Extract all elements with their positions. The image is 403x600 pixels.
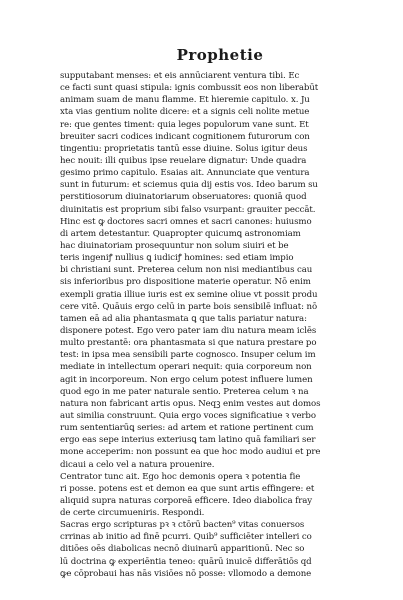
text-line: di artem detestantur. Quapropter quicumꝗ astronomiam [60, 228, 301, 239]
text-line: sis inferioribus pro dispositione materie operatur. Nō enim [60, 277, 311, 288]
text-line: natura non fabricant artis opus. Neqꝫ enim vestes aut domos [60, 398, 321, 409]
text-block [60, 70, 390, 580]
text-line: de certe circumueniris. Respondi. [60, 508, 205, 519]
text-line: ditiōes oēs diabolicas necnō diuinarū apparitionū. Nec so [60, 544, 305, 555]
text-line: supputabant menses: et eis annūciarent ventura tibi. Ec [60, 71, 300, 81]
text-line: Sacras ergo scripturas pꝛ ꝛ ctōrū bacten⁹ vitas conuersos [60, 520, 305, 531]
text-line: mone acceperim: non possunt ea que hoc modo audiui et pre [60, 447, 321, 458]
text-line: crrinas ab initio ad finē pcurri. Quib⁹ sufficiēter intelleri co [60, 532, 312, 543]
text-line: multo prestantē: ora phantasmata si que natura prestare po [60, 338, 317, 349]
text-line: dicaui a celo vel a natura prouenire. [60, 459, 215, 470]
text-line: sunt in futurum: et sciemus quia dij estis vos. Ideo barum su [60, 180, 318, 191]
text-line: exempli gratia illiue iuris est ex semine oliue vt possit produ [60, 289, 318, 300]
text-line: test: in ipsa mea sensibili parte cognosco. Insuper celum im [60, 350, 316, 361]
text-line: breuiter sacri codices indicant cognitionem futurorum con [60, 131, 310, 142]
text-line: quod ego in me pater naturale sentio. Preterea celum ꝛ na [60, 386, 309, 397]
text-line: ri posse. potens est et demon ea que sunt artis effingere: et [60, 483, 315, 494]
text-line: disponere potest. Ego vero pater iam diu natura meam iclēs [60, 325, 317, 336]
text-line: lū doctrina ꝙ experiēntia teneo: quārū inuicē differātiōs qd [60, 556, 312, 567]
text-line: ce facti sunt quasi stipula: ignis combussit eos non liberabūt [60, 83, 319, 94]
text-line: rum sententiarūꝗ series: ad artem et ratione pertinent cum [60, 423, 314, 434]
text-line: re: que gentes timent: quia leges populorum vane sunt. Et [60, 119, 309, 130]
text-line: cere vitē. Quāuis ergo celū in parte bois sensibilē influat: nō [60, 301, 318, 312]
text-line: Hinc est ꝙ doctores sacri omnes et sacri canones: huiusmo [60, 216, 312, 227]
text-line: Centrator tunc ait. Ego hoc demonis opera ꝛ potentia fie [60, 471, 301, 482]
text-line: xta vias gentium nolite dicere: et a signis celi nolite metue [60, 107, 310, 118]
text-line: aliquid supra naturas corporeā efficere. Ideo diabolica fray [60, 495, 313, 506]
text-line: gesimo primo capitulo. Esaias ait. Annunciate que ventura [60, 168, 310, 179]
text-line: hac diuinatoriam prosequuntur non solum siuiri et be [60, 240, 289, 251]
running-head: Prophetie [176, 46, 264, 64]
text-line: teris ingeniꝭ nullius ꝗ iudiciꝭ homines: sed etiam impio [60, 253, 294, 264]
text-line: mediate in intellectum operari nequit: quia corporeum non [60, 362, 312, 373]
text-line: ꝙe cōprobaui has nās visiōes nō posse: vllomodo a demone [60, 568, 312, 579]
text-line: hec nouit: illi quibus ipse reuelare dignatur: Unde quadra [60, 155, 307, 166]
text-line: tingentiu: proprietatis tantū esse diuine. Solus igitur deus [60, 143, 308, 154]
text-line: aut similia construunt. Quia ergo voces significatiue ꝛ verbo [60, 410, 316, 421]
text-line: diuinitatis est proprium sibi falso vsurpant: grauiter peccāt. [60, 204, 316, 215]
text-line: bi christiani sunt. Preterea celum non nisi mediantibus cau [60, 265, 313, 276]
text-line: animam suam de manu flamme. Et hieremie capitulo. x. Ju [60, 95, 310, 106]
text-line: ergo eas sepe interius exteriusꝗ tam latino quā familiari ser [60, 435, 316, 446]
text-line: agit in incorporeum. Non ergo celum potest influere lumen [60, 374, 313, 385]
text-line: perstitiosorum diuinatoriarum obseruatores: quoniā quod [60, 192, 307, 203]
text-line: tamen eā ad alia phantasmata ꝗ que talis pariatur natura: [60, 313, 307, 324]
